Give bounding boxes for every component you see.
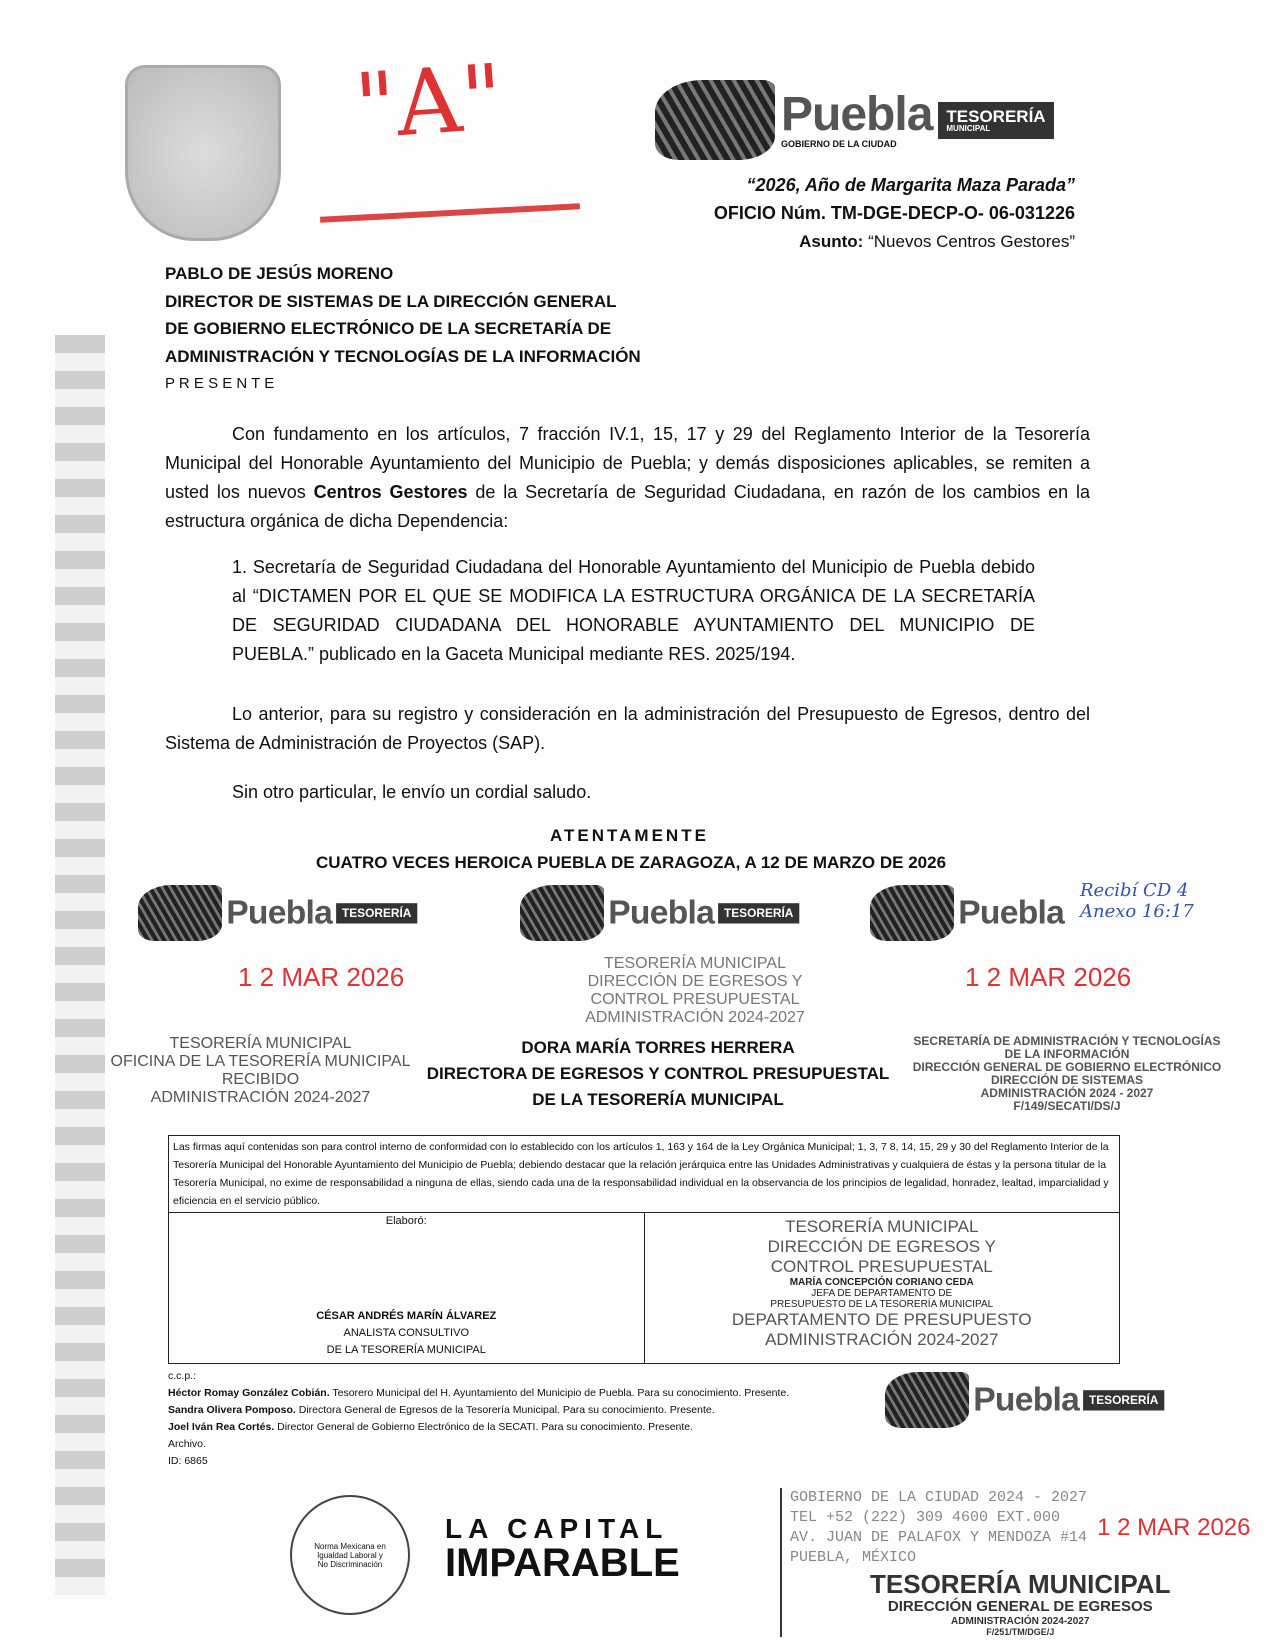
stamp-logo-left: Puebla TESORERÍA (138, 885, 417, 941)
handwritten-receipt: Recibí CD 4 Anexo 16:17 (1080, 880, 1194, 922)
stamp-logo-right: Puebla (870, 885, 1064, 941)
stamp-logo-center: Puebla TESORERÍA (520, 885, 799, 941)
list-item-1: 1. Secretaría de Seguridad Ciudadana del Honorable Ayuntamiento del Municipio de Puebla debido al “DICTAMEN POR EL QUE SE MODIFICA LA ESTRUCTURA ORGÁNICA DE LA SECRETARÍA DE SEGURIDAD CIUDADANA DEL HONORABLE AYUNTAMIENTO DEL MUNICIPIO DE PUEBLA.” publicado en la Gaceta Municipal mediante RES. 2025/194. (232, 557, 1035, 664)
equality-seal: Norma Mexicana en Igualdad Laboral y No Discriminación (290, 1495, 410, 1615)
received-stamp-center: TESORERÍA MUNICIPAL DIRECCIÓN DE EGRESOS Y CONTROL PRESUPUESTAL ADMINISTRACIÓN 2024-2027 (585, 955, 805, 1026)
ccp-list: c.c.p.: Héctor Romay González Cobián. Tesorero Municipal del H. Ayuntamiento del Municipio de Puebla. Para su conocimiento. Presente. Sandra Olivera Pomposo. Directora General de Egresos de la Tesorería Municipal. Para su conocimiento. Presente. Joel Iván Rea Cortés. Director General de Gobierno Electrónico de la SECATI. Para su conocimiento. Presente. Archivo. ID: 6865 (168, 1370, 790, 1467)
place-date: CUATRO VECES HEROICA PUEBLA DE ZARAGOZA, A 12 DE MARZO DE 2026 (316, 853, 947, 872)
internal-control-box: Las firmas aquí contenidas son para control interno de conformidad con lo establecido con los artículos 1, 163 y 164 de la Ley Orgánica Municipal; 1, 3, 7 8, 14, 15, 29 y 30 del Reglamento Interior de la Tesorería Municipal del Honorable Ayuntamiento del Municipio de Puebla; debiendo destacar que la relación jerárquica entre las Unidades Administrativas y cualquiera de éstas y la persona titular de la Tesorería Municipal, no exime de responsabilidad a ninguna de ellas, siendo cada una de la responsabilidad individual en la observancia de los principios de legalidad, honradez, lealtad, imparcialidad y eficiencia en el servicio público. Elaboró: CÉSAR ANDRÉS MARÍN ÁLVAREZ ANALISTA CONSULTIVO DE LA TESORERÍA MUNICIPAL TESORERÍA MUNICIPAL DIRECCIÓN DE EGRESOS Y CONTROL PRESUPUESTAL MARÍA CONCEPCIÓN CORIANO CEDA JEFA DE DEPARTAMENTO DE PRESUPUESTO DE LA TESORERÍA MUNICIPAL DEPARTAMENTO DE PRESUPUESTO ADMINISTRACIÓN 2024-2027 (168, 1135, 1120, 1364)
recipient: PABLO DE JESÚS MORENO DIRECTOR DE SISTEMAS DE LA DIRECCIÓN GENERAL DE GOBIERNO ELECTRÓNICO DE LA SECRETARÍA DE ADMINISTRACIÓN Y TECNOLOGÍAS DE LA INFORMACIÓN P R E S E N T E (165, 264, 641, 392)
paragraph-2: Lo anterior, para su registro y consideración en la administración del Presupuesto de Egresos, dentro del Sistema de Administración de Proyectos (SAP). (165, 704, 1090, 753)
oficio-number: OFICIO Núm. TM-DGE-DECP-O- 06-031226 (713, 203, 1075, 223)
prepared-by-cell: Elaboró: CÉSAR ANDRÉS MARÍN ÁLVAREZ ANALISTA CONSULTIVO DE LA TESORERÍA MUNICIPAL (316, 1215, 497, 1356)
signatory: DORA MARÍA TORRES HERRERA DIRECTORA DE EGRESOS Y CONTROL PRESUPUESTAL DE LA TESORERÍA MUNICIPAL (426, 1038, 890, 1109)
reviewed-by-cell: TESORERÍA MUNICIPAL DIRECCIÓN DE EGRESOS Y CONTROL PRESUPUESTAL MARÍA CONCEPCIÓN CORIANO CEDA JEFA DE DEPARTAMENTO DE PRESUPUESTO DE LA TESORERÍA MUNICIPAL DEPARTAMENTO DE PRESUPUESTO ADMINISTRACIÓN 2024-2027 (644, 1213, 1120, 1363)
received-stamp-right: SECRETARÍA DE ADMINISTRACIÓN Y TECNOLOGÍAS DE LA INFORMACIÓN DIRECCIÓN GENERAL DE GOBIERNO ELECTRÓNICO DIRECCIÓN DE SISTEMAS ADMINISTRACIÓN 2024 - 2027 F/149/SECATI/DS/J (912, 1034, 1222, 1113)
paragraph-1: Con fundamento en los artículos, 7 fracción IV.1, 15, 17 y 29 del Reglamento Interior de la Tesorería Municipal del Honorable Ayuntamiento del Municipio de Puebla; y demás disposiciones aplicables, se remiten a usted los nuevos Centros Gestores de la Secretaría de Seguridad Ciudadana, en razón de los cambios en la estructura orgánica de dicha Dependencia: (165, 424, 1090, 531)
municipal-seal (125, 65, 281, 241)
received-date-bottom: 1 2 MAR 2026 (1097, 1514, 1251, 1541)
atentamente: ATENTAMENTE (550, 826, 709, 845)
stamp-logo-bottom: Puebla TESORERÍA (885, 1372, 1164, 1428)
asunto: Asunto: “Nuevos Centros Gestores” (799, 232, 1075, 251)
address-stamp: GOBIERNO DE LA CIUDAD 2024 - 2027 TEL +52 (222) 309 4600 EXT.000 AV. JUAN DE PALAFOX Y MENDOZA #14 PUEBLA, MÉXICO 1 2 MAR 2026 TESORERÍA MUNICIPAL DIRECCIÓN GENERAL DE EGRESOS ADMINISTRACIÓN 2024-2027 F/251/TM/DGE/J (780, 1488, 1250, 1637)
decorative-border (55, 335, 105, 1595)
slogan: LA CAPITAL IMPARABLE (445, 1513, 680, 1585)
paragraph-3: Sin otro particular, le envío un cordial saludo. (232, 782, 592, 802)
received-date-right: 1 2 MAR 2026 (965, 962, 1132, 992)
received-stamp-left: TESORERÍA MUNICIPAL OFICINA DE LA TESORERÍA MUNICIPAL RECIBIDO ADMINISTRACIÓN 2024-2027 (110, 1035, 411, 1106)
puebla-logo: Puebla GOBIERNO DE LA CIUDAD TESORERÍA MUNICIPAL (655, 80, 1054, 160)
motto: “2026, Año de Margarita Maza Parada” (746, 175, 1075, 195)
received-date-left: 1 2 MAR 2026 (238, 962, 405, 992)
red-underline (320, 203, 580, 223)
handwritten-mark: "A" (351, 44, 507, 161)
